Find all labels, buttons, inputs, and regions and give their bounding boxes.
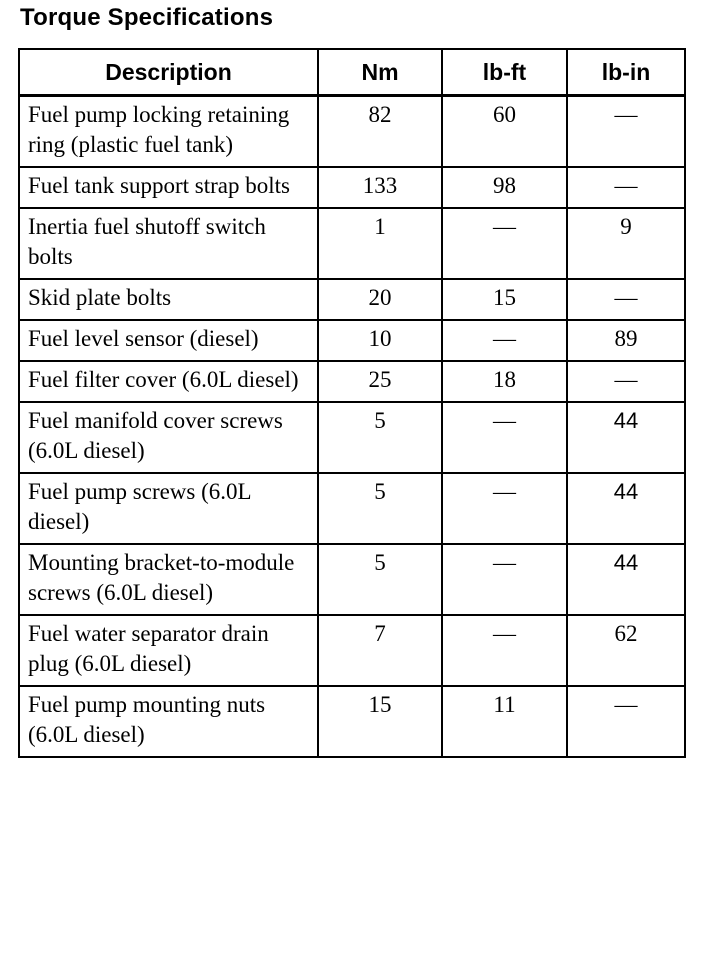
table-row xyxy=(19,402,685,473)
cell-lb-in: — xyxy=(567,361,685,402)
table-row xyxy=(19,361,685,402)
table-row xyxy=(19,686,685,757)
cell-lb-in: — xyxy=(567,279,685,320)
header-nm: Nm xyxy=(318,49,442,96)
cell-lb-ft: — xyxy=(442,208,567,279)
table-row xyxy=(19,615,685,686)
cell-lb-ft: 98 xyxy=(442,167,567,208)
header-description: Description xyxy=(19,49,318,96)
cell-description: Fuel tank support strap bolts xyxy=(19,167,318,208)
cell-description: Fuel pump locking retaining ring (plastic fuel tank) xyxy=(19,96,318,168)
cell-nm: 133 xyxy=(318,167,442,208)
cell-lb-in: — xyxy=(567,167,685,208)
cell-nm: 82 xyxy=(318,96,442,168)
table-row xyxy=(19,279,685,320)
cell-description: Fuel pump screws (6.0L diesel) xyxy=(19,473,318,544)
cell-lb-in: 44 xyxy=(567,473,685,544)
table-row xyxy=(19,208,685,279)
cell-nm: 25 xyxy=(318,361,442,402)
cell-lb-in: 44 xyxy=(567,402,685,473)
table-row xyxy=(19,167,685,208)
cell-nm: 5 xyxy=(318,544,442,615)
cell-lb-ft: — xyxy=(442,544,567,615)
cell-description: Fuel water separator drain plug (6.0L diesel) xyxy=(19,615,318,686)
table-row xyxy=(19,473,685,544)
cell-nm: 10 xyxy=(318,320,442,361)
cell-description: Fuel pump mounting nuts (6.0L diesel) xyxy=(19,686,318,757)
cell-lb-in: — xyxy=(567,96,685,168)
cell-lb-ft: — xyxy=(442,615,567,686)
cell-lb-ft: 15 xyxy=(442,279,567,320)
cell-description: Skid plate bolts xyxy=(19,279,318,320)
cell-lb-ft: — xyxy=(442,320,567,361)
table-header-row xyxy=(19,49,685,96)
header-lb-in: lb-in xyxy=(567,49,685,96)
cell-lb-ft: 11 xyxy=(442,686,567,757)
torque-spec-table xyxy=(18,48,686,758)
table-row xyxy=(19,320,685,361)
cell-lb-ft: — xyxy=(442,473,567,544)
cell-lb-in: 9 xyxy=(567,208,685,279)
cell-description: Fuel manifold cover screws (6.0L diesel) xyxy=(19,402,318,473)
cell-lb-ft: 60 xyxy=(442,96,567,168)
cell-lb-ft: 18 xyxy=(442,361,567,402)
cell-description: Inertia fuel shutoff switch bolts xyxy=(19,208,318,279)
cell-lb-in: 44 xyxy=(567,544,685,615)
cell-nm: 5 xyxy=(318,473,442,544)
cell-description: Fuel filter cover (6.0L diesel) xyxy=(19,361,318,402)
cell-nm: 20 xyxy=(318,279,442,320)
cell-description: Mounting bracket-to-module screws (6.0L diesel) xyxy=(19,544,318,615)
cell-nm: 15 xyxy=(318,686,442,757)
page-title: Torque Specifications xyxy=(20,4,274,31)
cell-lb-in: 89 xyxy=(567,320,685,361)
cell-nm: 5 xyxy=(318,402,442,473)
cell-lb-in: — xyxy=(567,686,685,757)
cell-nm: 7 xyxy=(318,615,442,686)
header-lb-ft: lb-ft xyxy=(442,49,567,96)
cell-nm: 1 xyxy=(318,208,442,279)
cell-lb-in: 62 xyxy=(567,615,685,686)
table-row xyxy=(19,544,685,615)
table-row xyxy=(19,96,685,168)
cell-lb-ft: — xyxy=(442,402,567,473)
cell-description: Fuel level sensor (diesel) xyxy=(19,320,318,361)
